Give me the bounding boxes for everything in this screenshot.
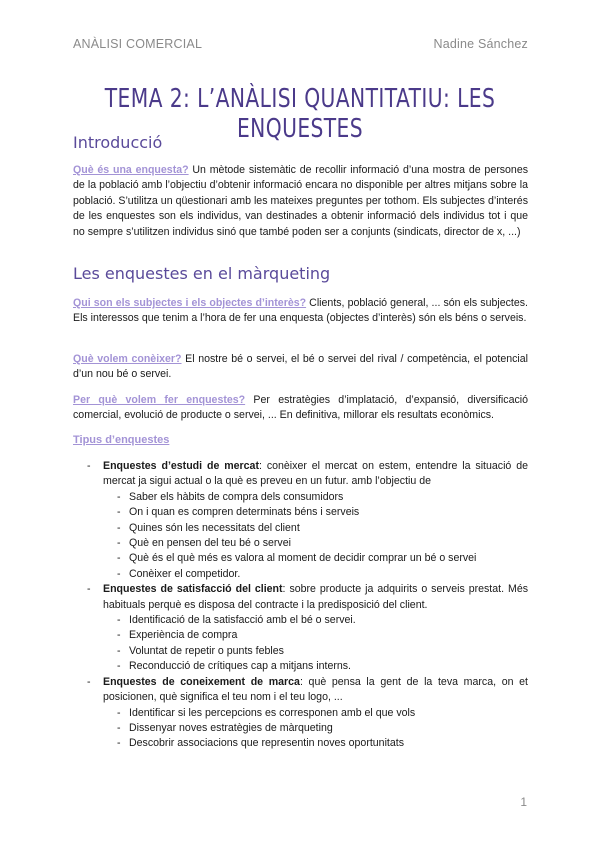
sub-item-text: Dissenyar noves estratègies de màrqueting <box>129 721 333 734</box>
list-item <box>103 536 528 551</box>
list-item <box>103 706 528 721</box>
sub-item-text: Identificar si les percepcions es corresponen amb el que vols <box>129 706 416 719</box>
list-dash: - <box>117 644 121 657</box>
answer-why: Per estratègies d’implatació, d’expansió, diversificació comercial, evolució de producte o servei, ... En definitiva, millorar els resultats econòmics. <box>73 394 529 422</box>
list-item <box>103 721 528 736</box>
sub-item-text: Conèixer el competidor. <box>129 567 241 580</box>
list-item <box>73 459 528 582</box>
list-dash: - <box>87 583 91 596</box>
list-dash: - <box>117 660 121 673</box>
type-name: Enquestes de satisfacció del client <box>103 583 283 596</box>
list-item <box>103 736 528 751</box>
section-heading-marketing: Les enquestes en el màrqueting <box>73 264 331 283</box>
type-name: Enquestes de coneixement de marca <box>103 675 300 688</box>
list-dash: - <box>87 460 91 472</box>
sub-item-text: Identificació de la satisfacció amb el bé o servei. <box>129 614 356 627</box>
types-heading: Tipus d’enquestes <box>73 434 170 446</box>
type-description: : què pensa la gent de la teva marca, on et posicionen, què significa el teu nom i el teu logo, ... <box>103 675 529 704</box>
list-item <box>103 659 528 674</box>
intro-paragraph <box>73 163 528 240</box>
list-item <box>103 628 528 643</box>
list-item <box>103 644 528 659</box>
sub-list <box>103 613 528 675</box>
intro-text: Un mètode sistemàtic de recollir informació d’una mostra de persones de la població amb l’objectiu d’obtenir informació encara no disponible per altres mitjans sobre la població. S’utilitza un qüestionari amb les mateixes preguntes per tothom. Els subjectes d’interés de les enquestes son els individus, van destinades a obtenir informació dels individus tot i que no sempre s’utilitzen individus sinó que també poden ser a conjunts (sindicats, director de x, ...) <box>73 164 529 238</box>
question-subjects: Qui son els subjectes i els objectes d’interès? <box>73 297 307 309</box>
sub-item-text: Reconducció de crítiques cap a mitjans interns. <box>129 660 351 673</box>
paragraph-subjects <box>73 296 528 327</box>
list-item <box>103 613 528 628</box>
sub-item-text: Quines són les necessitats del client <box>129 521 300 534</box>
type-description: : conèixer el mercat on estem, entendre la situació de mercat ja sigui actual o la què es preveu en un futur. amb l’objectiu de <box>103 460 528 488</box>
question-know: Què volem conèixer? <box>73 353 182 365</box>
running-header-course: ANÀLISI COMERCIAL <box>73 37 203 51</box>
list-item <box>103 490 528 505</box>
section-heading-intro: Introducció <box>73 133 163 152</box>
page-title: TEMA 2: L’ANÀLISI QUANTITATIU: LES ENQUESTES <box>104 84 496 144</box>
list-item <box>73 675 528 752</box>
list-dash: - <box>117 629 121 642</box>
page-number: 1 <box>520 795 527 809</box>
running-header-author: Nadine Sánchez <box>433 37 528 51</box>
sub-item-text: Experiència de compra <box>129 629 238 642</box>
list-dash: - <box>117 737 121 750</box>
list-item <box>103 521 528 536</box>
type-name: Enquestes d’estudi de mercat <box>103 460 259 472</box>
list-item <box>73 582 528 674</box>
list-dash: - <box>117 506 121 519</box>
sub-list <box>103 490 528 582</box>
sub-item-text: Saber els hàbits de compra dels consumidors <box>129 490 344 503</box>
list-dash: - <box>117 567 121 580</box>
paragraph-know <box>73 352 528 383</box>
sub-item-text: On i quan es compren determinats béns i serveis <box>129 506 360 519</box>
type-description: : sobre producte ja adquirits o serveis prestat. Més habituals perquè es disposa del contracte i la predisposició del client. <box>103 583 529 611</box>
list-dash: - <box>117 537 121 550</box>
sub-item-text: Què en pensen del teu bé o servei <box>129 537 291 550</box>
list-item <box>103 567 528 582</box>
list-dash: - <box>117 552 121 565</box>
answer-subjects: Clients, població general, ... són els subjectes. Els interessos que tenim a l’hora de fer una enquesta (objectes d’interès) són els béns o serveis. <box>73 297 529 325</box>
list-item <box>103 551 528 566</box>
sub-item-text: Descobrir associacions que representin noves oportunitats <box>129 737 404 750</box>
list-dash: - <box>87 675 91 688</box>
sub-list <box>103 706 528 752</box>
list-dash: - <box>117 706 121 719</box>
list-dash: - <box>117 614 121 627</box>
sub-item-text: Voluntat de repetir o punts febles <box>129 644 284 657</box>
sub-item-text: Què és el què més es valora al moment de decidir comprar un bé o servei <box>129 552 477 565</box>
answer-know: El nostre bé o servei, el bé o servei del rival / competència, el potencial d’un nou bé o servei. <box>73 353 529 381</box>
intro-question: Què és una enquesta? <box>73 164 189 176</box>
list-dash: - <box>117 490 121 503</box>
list-item <box>103 505 528 520</box>
survey-types-list <box>73 459 528 752</box>
question-why: Per què volem fer enquestes? <box>73 394 246 406</box>
paragraph-why <box>73 393 528 424</box>
list-dash: - <box>117 721 121 734</box>
list-dash: - <box>117 521 121 534</box>
